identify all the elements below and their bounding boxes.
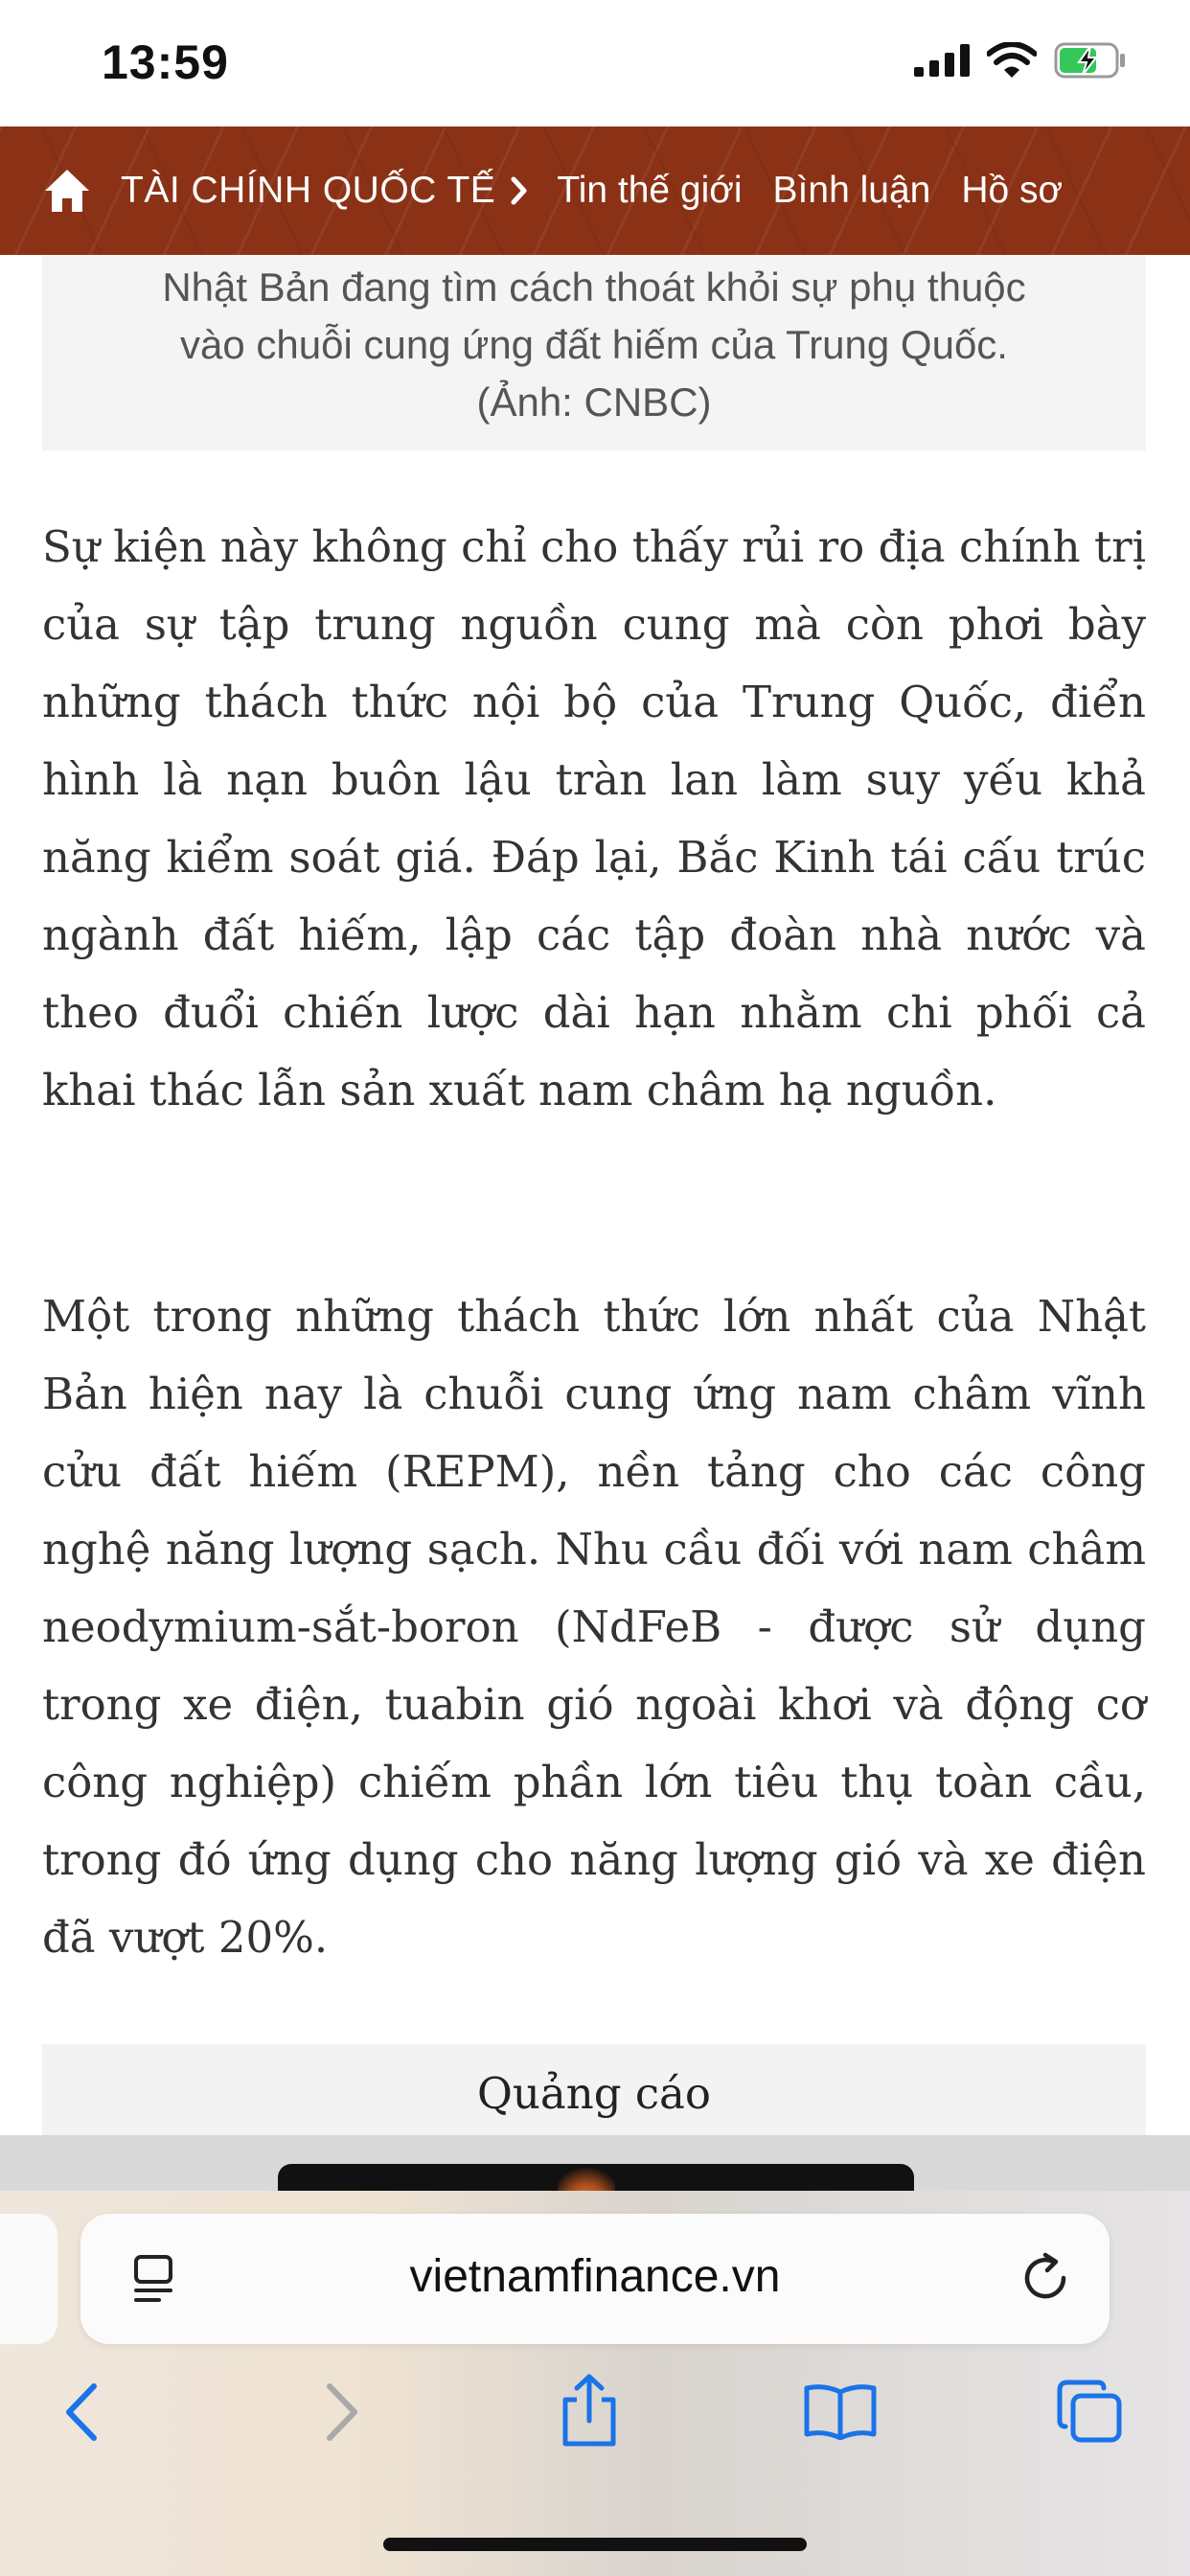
nav-link-tin-the-gioi[interactable]: Tin thế giới — [557, 170, 743, 211]
caption-line-2: vào chuỗi cung ứng đất hiếm của Trung Quốc. — [180, 322, 1008, 367]
nav-link-binh-luan[interactable]: Bình luận — [772, 170, 931, 211]
share-button[interactable] — [556, 2373, 623, 2452]
nav-link-ho-so[interactable]: Hồ sơ — [961, 170, 1064, 211]
tabs-icon — [1054, 2379, 1125, 2446]
image-caption — [42, 255, 1146, 450]
caption-line-1: Nhật Bản đang tìm cách thoát khỏi sự phụ thuộc — [162, 264, 1026, 310]
signal-icon — [914, 44, 970, 77]
back-button[interactable] — [59, 2380, 107, 2449]
browser-toolbar — [0, 2367, 1190, 2463]
section-nav — [0, 126, 1190, 255]
previous-tab-preview[interactable] — [0, 2214, 57, 2344]
ad-label: Quảng cáo — [42, 2044, 1146, 2136]
reload-icon[interactable] — [1019, 2252, 1071, 2309]
caption-line-3: (Ảnh: CNBC) — [476, 380, 712, 425]
status-bar — [0, 0, 1190, 126]
bookmarks-button[interactable] — [803, 2382, 878, 2445]
home-indicator — [383, 2538, 807, 2551]
home-icon — [43, 168, 91, 214]
status-icons — [914, 42, 1127, 79]
chevron-left-icon — [59, 2380, 107, 2444]
tabs-button[interactable] — [1054, 2379, 1125, 2450]
url-text: vietnamfinance.vn — [409, 2251, 781, 2302]
nav-section-link[interactable]: TÀI CHÍNH QUỐC TẾ — [121, 170, 496, 211]
status-time: 13:59 — [102, 35, 229, 89]
battery-charging-icon — [1054, 42, 1127, 79]
chevron-right-icon — [316, 2380, 364, 2444]
address-bar[interactable] — [80, 2214, 1110, 2344]
share-icon — [556, 2373, 623, 2448]
article-paragraph-2: Một trong những thách thức lớn nhất của Nhật Bản hiện nay là chuỗi cung ứng nam châm vĩnh cửu đất hiếm (REPM), nền tảng cho các công nghệ năng lượng sạch. Nhu cầu đối với nam châm neodymium-sắt-boron (NdFeB - được sử dụng trong xe điện, tuabin gió ngoài khơi và động cơ công nghiệp) chiếm phần lớn tiêu thụ toàn cầu, trong đó ứng dụng cho năng lượng gió và xe điện đã vượt 20%. — [42, 1291, 1146, 1963]
article-paragraph-1: Sự kiện này không chỉ cho thấy rủi ro địa chính trị của sự tập trung nguồn cung mà còn phơi bày những thách thức nội bộ của Trung Quốc, điển hình là nạn buôn lậu tràn lan làm suy yếu khả năng kiểm soát giá. Đáp lại, Bắc Kinh tái cấu trúc ngành đất hiếm, lập các tập đoàn nhà nước và theo đuổi chiến lược dài hạn nhằm chi phối cả khai thác lẫn sản xuất nam châm hạ nguồn. — [42, 521, 1146, 1116]
chevron-right-icon — [511, 176, 528, 205]
forward-button[interactable] — [316, 2380, 364, 2449]
home-button[interactable] — [42, 166, 92, 216]
wifi-icon — [987, 42, 1037, 79]
book-icon — [803, 2382, 878, 2440]
